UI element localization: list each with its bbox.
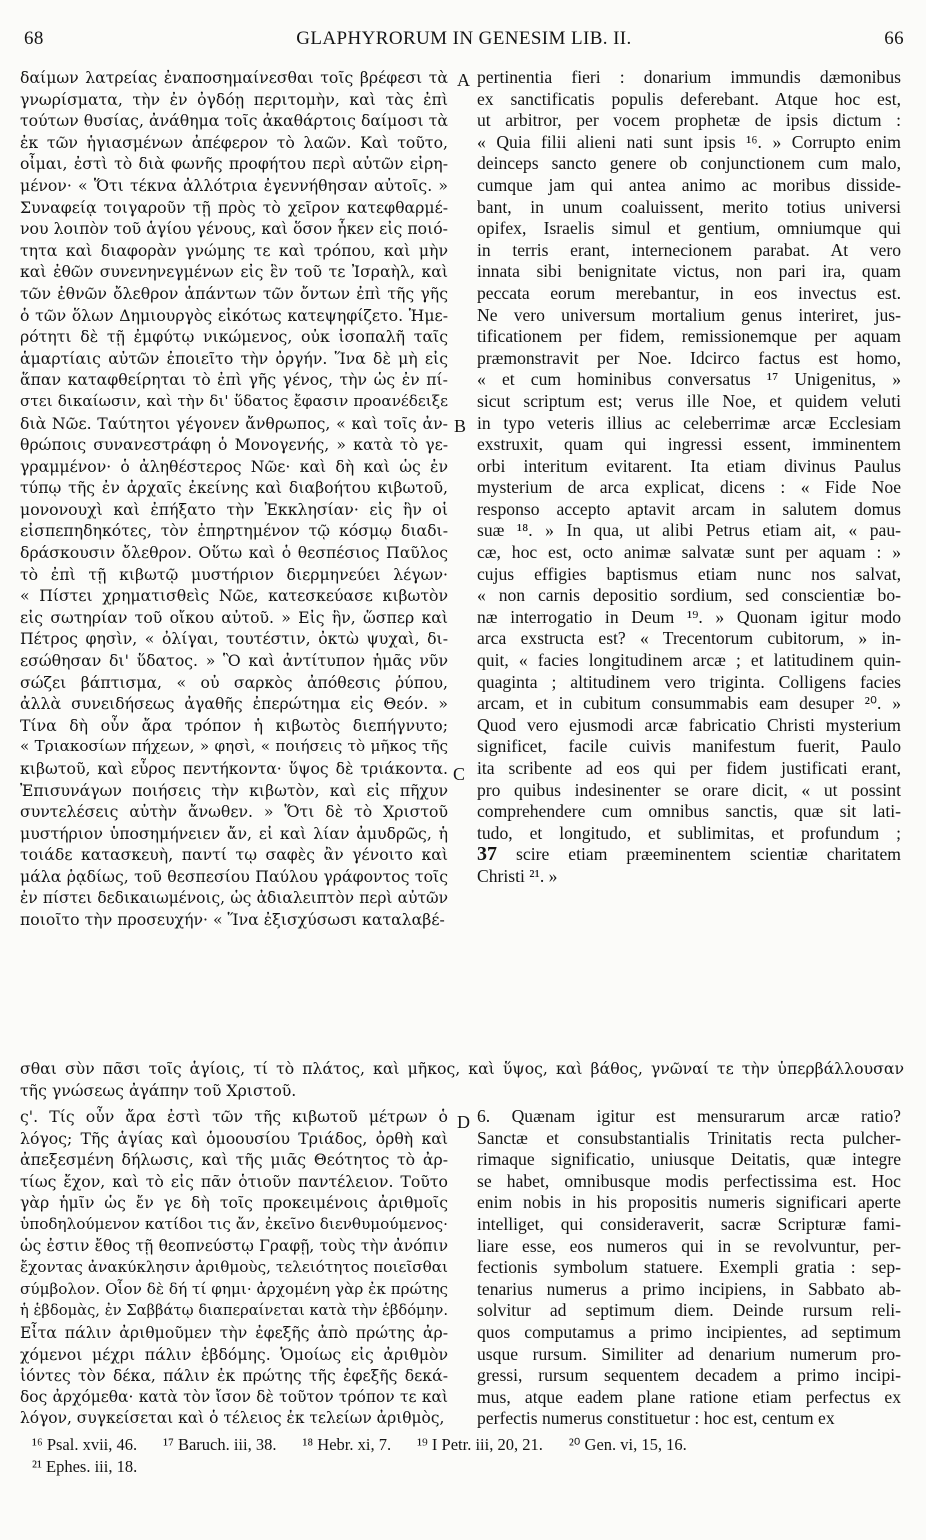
latin-text-line: 6. Quænam igitur est mensurarum arcæ ratio? xyxy=(477,1106,901,1126)
latin-text-line: næ interrogatio in Deum ¹⁹. » Quonam igitur modo xyxy=(477,606,901,627)
latin-text-line: tificationem per fidem, remissionemque per aquam xyxy=(477,326,901,347)
latin-text-line: perfectis numerus constituetur : hoc est, centum ex xyxy=(477,1408,835,1429)
greek-text-line: δράσκουσιν ὄλεθρον. Οὕτω καὶ ὁ θεσπέσιος Παῦλος xyxy=(20,543,448,563)
latin-text-line: arca exstructa est? « Trecentorum cubitorum, » in- xyxy=(477,628,901,649)
greek-text-line: στει δικαίωσιν, καὶ τὴν δι' ὕδατος ἔφασιν προανέδειξε xyxy=(20,391,448,410)
greek-column-top xyxy=(20,67,448,931)
latin-text-line: tenarius numerus a primo incipiens, in Sabbato ab- xyxy=(477,1278,901,1299)
latin-text-line: gressi, rursum sequentem decadem a primo incipi- xyxy=(477,1365,901,1386)
greek-text-line: τύπῳ τῆς ἐν ἀρχαῖς ἐκείνης καὶ διαβοήτου κιβωτοῦ, xyxy=(20,478,448,498)
greek-text-line: λόγον, συγκείσεται καὶ ὁ τέλειος ἐκ τελείων ἀριθμὸς, xyxy=(20,1409,445,1428)
greek-text-line: ρότητι δὲ τῇ ἐμφύτῳ νικώμενος, οὐκ ἰσοπαλῆ ταῖς xyxy=(20,327,448,347)
greek-text-line: διὰ Νῶε. Ταύτητοι γέγονεν ἄνθρωπος, « καὶ τοῖς ἀν- xyxy=(20,413,448,433)
latin-text-line: innata sibi benignitate victus, non pari ira, quam xyxy=(477,261,901,282)
footnote-reference: ¹⁹ I Petr. iii, 20, 21. xyxy=(417,1435,543,1454)
latin-text-line: orbi interitum evitarent. Ita etiam divinus Paulus xyxy=(477,455,901,476)
latin-text-line: pro quibus indesinenter se orare dicit, « ut possint xyxy=(477,779,901,800)
latin-text-line: « et cum hominibus conversatus ¹⁷ Unigenitus, » xyxy=(477,369,901,390)
greek-text-line: δαίμων λατρείας ἐναποσημαίνεσθαι τοῖς βρέφεσι τὰ xyxy=(20,68,448,87)
greek-text-line: ἐν πίστει δεδικαιωμένοις, ὡς ἀδιαλειπτὸν περὶ αὐτῶν xyxy=(20,888,448,907)
running-head-title: GLAPHYRORUM IN GENESIM LIB. II. xyxy=(296,28,632,49)
latin-text-line: tudo, et longitudo, et sublimitas, et profundum ; xyxy=(477,822,901,843)
latin-text-line: deinceps sancto genere ob conjunctionem cum malo, xyxy=(477,153,901,174)
latin-text-line: liare esse, eos numeros qui in se revolvuntur, per- xyxy=(477,1235,901,1256)
footnote-reference: ¹⁷ Baruch. iii, 38. xyxy=(163,1435,277,1454)
greek-text-line: Ἐπισυνάγων ποιήσεις τὴν κιβωτὸν, καὶ εἰς πῆχυν xyxy=(20,780,448,800)
page-number-right: 66 xyxy=(884,28,904,49)
greek-text-line: ἔχοντας ἀνακύκλησιν ἀριθμοὺς, τελειότητος ποιεῖσθαι xyxy=(20,1258,448,1277)
greek-text-line: σθαι σὺν πᾶσι τοῖς ἁγίοις, τί τὸ πλάτος, καὶ μῆκος, καὶ ὕψος, καὶ βάθος, γνῶναί τε τὴν ὑπερβάλλουσαν xyxy=(20,1059,904,1078)
greek-text-line: ποιοῖτο τὴν προσευχήν· « Ἵνα ἐξισχύσωσι καταλαβέ- xyxy=(20,910,445,930)
latin-text-line: arcam, et in cubitum consummabis eam desuper ²⁰. » xyxy=(477,693,901,714)
page-number-left: 68 xyxy=(24,28,44,49)
greek-text-line: τὸ ἐπὶ τῇ κιβωτῷ μυστήριον διερμηνεύει λέγων· xyxy=(20,564,448,584)
latin-text-line: bant, in unum coaluissent, merito totius universi xyxy=(477,196,901,217)
latin-text-line: comprehendere cum omnibus sanctis, quæ sit lati- xyxy=(477,801,901,822)
latin-text-line: in terris erant, internecionem parabat. At vero xyxy=(477,239,901,260)
latin-text-line: significet, facile cuivis manifestum fuerit, Paulo xyxy=(477,736,901,757)
greek-text-line: τῆς γνώσεως ἀγάπην τοῦ Χριστοῦ. xyxy=(20,1080,297,1100)
greek-text-line: μένον· « Ὅτι τέκνα ἀλλότρια ἐγεννήθησαν αὐτοῖς. » xyxy=(20,175,448,195)
latin-text-line: ex sanctificatis populis deferebant. Atque hoc est, xyxy=(477,88,901,109)
greek-column-bottom xyxy=(20,1106,448,1430)
greek-text-line: ἐκ τῶν ἡγιασμένων ἀπέφερον τὸ λαῶν. Καὶ τοῦτο, xyxy=(20,132,448,152)
greek-text-line: νου λοιπὸν τοῦ ἁγίου γένους, καὶ ὅσον ἧκεν εἰς ποιό- xyxy=(20,219,448,239)
greek-text-line: εἰσπεπηδηκότες, τὸν ἐπηρτημένον τῷ κόσμῳ διαδι- xyxy=(20,521,448,541)
latin-text-line: enim nobis in his propositis numeris significari aperte xyxy=(477,1192,901,1213)
footnote-line-1 xyxy=(32,1434,896,1456)
footnote-reference: ¹⁸ Hebr. xi, 7. xyxy=(302,1435,392,1454)
latin-text-line: mysterium de arca explicat, dicens : « Fide Noe xyxy=(477,477,901,498)
latin-text-line: sicut scriptum est; verus ille Noe, et quidem veluti xyxy=(477,390,901,411)
margin-marker-b: B xyxy=(454,416,467,436)
greek-text-line: σώζει βάπτισμα, « οὐ σαρκὸς ἀπόθεσις ῥύπου, xyxy=(20,672,448,692)
latin-text-line: fectionis symbolum statuere. Exempli gratia : sep- xyxy=(477,1257,901,1278)
greek-text-line: ἰόντες τὸν δέκα, πάλιν ἐκ πρώτης τῆς ἐφεξῆς δεκά- xyxy=(20,1366,448,1386)
latin-text-line: intelliget, qui consideraverit, sacræ Scripturæ fami- xyxy=(477,1213,901,1234)
latin-text-line: peccata eorum merebantur, in eos invectus est. xyxy=(477,282,901,303)
latin-text-line: « Quia filii alieni nati sunt ipsis ¹⁶. » Corrupto enim xyxy=(477,131,901,152)
margin-marker-c: C xyxy=(453,764,466,784)
latin-text-line: in typo veteris illius ac celeberrimæ arcæ Ecclesiam xyxy=(477,412,901,433)
latin-text-line: se habet, omnibusque modis perfectissima est. Hoc xyxy=(477,1170,901,1191)
inline-page-number: 37 xyxy=(477,843,497,866)
greek-text-line: δος ἀρχόμεθα· κατὰ τὸν ἴσον δὲ τοῦτον τρόπον τε καὶ xyxy=(20,1387,448,1406)
latin-text-line: ita scribente ad eos qui per fidem justificati erant, xyxy=(477,758,901,778)
greek-text-line: μυστήριον ὑποσημήνειεν ἄν, εἰ καὶ λίαν ἀμυδρῶς, ἡ xyxy=(20,823,448,843)
latin-text-line: Quod vero ejusmodi arcæ fabricatio Christi mysterium xyxy=(477,714,901,735)
latin-text-fragment: scire etiam præeminentem scientiæ charitatem xyxy=(497,844,901,865)
greek-text-line: ὡς ἐστιν ἔθος τῇ θεοπνεύστῳ Γραφῇ, τοὺς τὴν ἀνόπιν xyxy=(20,1236,448,1255)
greek-text-line: μάλα ῥᾳδίως, τοῦ θεσπεσίου Παύλου γράφοντος τοῖς xyxy=(20,866,448,886)
latin-text-line: exstruxit, quam qui ingressi essent, imminentem xyxy=(477,434,901,455)
latin-text-line: suæ ¹⁸. » In qua, ut alibi Petrus etiam ait, « pau- xyxy=(477,520,901,541)
latin-text-line: quos computamus a primo incipientes, ad septimum xyxy=(477,1321,901,1342)
greek-text-line: « Τριακοσίων πήχεων, » φησὶ, « ποιήσεις τὸ μῆκος τῆς xyxy=(20,737,448,756)
greek-text-line: Πέτρος φησὶν, « ὀλίγαι, τουτέστιν, ὀκτὼ ψυχαὶ, δι- xyxy=(20,629,448,649)
greek-text-line: τητα καὶ διαφορὰν γνώμης τε καὶ τρόπου, καὶ μὴν xyxy=(20,240,448,260)
latin-column-top xyxy=(477,67,901,888)
greek-text-line: « Πίστει χρηματισθεὶς Νῶε, κατεσκεύασε κιβωτὸν xyxy=(20,586,448,606)
latin-text-line: quaginta ; altitudinem vero triginta. Colligens facies xyxy=(477,671,901,692)
greek-text-line: ς'. Τίς οὖν ἄρα ἐστὶ τῶν τῆς κιβωτοῦ μέτρων ὁ xyxy=(20,1107,448,1126)
greek-text-line: ἡ ἑβδομὰς, ἐν Σαββάτῳ διαπεραίνεται κατὰ τὴν ἑβδόμην. xyxy=(20,1302,448,1320)
footnote-reference: ²⁰ Gen. vi, 15, 16. xyxy=(568,1435,687,1454)
footnotes xyxy=(32,1434,896,1478)
footnote-reference: ¹⁶ Psal. xvii, 46. xyxy=(32,1435,138,1454)
margin-marker-d: D xyxy=(457,1112,470,1132)
greek-text-line: λόγος; Τῆς ἁγίας καὶ ὁμοουσίου Τριάδος, ὀρθὴ καὶ xyxy=(20,1128,448,1148)
footnote-line-2 xyxy=(32,1456,896,1478)
greek-text-line: Εἶτα πάλιν ἀριθμοῦμεν τὴν ἐφεξῆς ἀπὸ πρώτης ἀρ- xyxy=(20,1322,448,1342)
greek-text-line: τίως ἔχον, καὶ τὸ εἰς πᾶν ὁτιοῦν παντέλειον. Τοῦτο xyxy=(20,1171,448,1191)
latin-text-line: cæ, hoc est, octo animæ salvatæ sunt per aquam : » xyxy=(477,542,901,563)
greek-text-line: Συναφείᾳ τοιγαροῦν τῇ πρὸς τὸ χεῖρον κατεφθαρμέ- xyxy=(20,197,448,217)
greek-text-line: μονονουχὶ καὶ ἐπήξατο τὴν Ἐκκλησίαν· εἰς ἣν οἱ xyxy=(20,499,448,519)
margin-marker-a: A xyxy=(457,70,470,90)
greek-text-line: τῶν ἐθνῶν ὄλεθρον ἁπάντων τῶν ὄντων ἐπὶ τῆς γῆς xyxy=(20,283,448,303)
latin-text-line: Sanctæ et consubstantialis Trinitatis recta pulcher- xyxy=(477,1127,901,1148)
greek-full-width xyxy=(20,1058,904,1101)
greek-text-line: ἀλλὰ συνειδήσεως ἀγαθῆς ἐπερώτημα εἰς Θεόν. » xyxy=(20,694,448,714)
latin-text-line: Christi ²¹. » xyxy=(477,865,558,886)
greek-text-line: εἰς σωτηρίαν τοῦ οἴκου αὐτοῦ. » Εἰς ἣν, ὥσπερ καὶ xyxy=(20,607,448,627)
latin-text-line: responso accepto aptavit arcam in salutem domus xyxy=(477,498,901,519)
latin-text-line: Ne vero universum mortalium genus interiret, jus- xyxy=(477,304,901,325)
greek-text-line: Τίνα δὴ οὖν ἄρα τρόπον ἡ κιβωτὸς διεπήγνυτο; xyxy=(20,715,448,735)
greek-text-line: χόμενοι μέχρι πάλιν ἑβδόμης. Ὁμοίως εἰς ἀριθμὸν xyxy=(20,1344,448,1364)
greek-text-line: εσώθησαν δι' ὕδατος. » Ὃ καὶ ἀντίτυπον ἡμᾶς νῦν xyxy=(20,651,448,671)
greek-text-line: ὑποδηλούμενον κατίδοι τις ἄν, ἐκεῖνο διενθυμούμενος· xyxy=(20,1214,448,1233)
latin-text-line xyxy=(477,844,901,866)
greek-text-line: θρώποις συνανεστράφη ὁ Μονογενής, » κατὰ τὸ γε- xyxy=(20,435,448,455)
greek-text-line: γραμμένον· ὁ ἀληθέστερος Νῶε· καὶ δὴ καὶ ὡς ἐν xyxy=(20,456,448,476)
greek-text-line: σύμβολον. Οἷον δὲ δή τί φημι· ἀρχομένη γὰρ ἐκ πρώτης xyxy=(20,1279,448,1298)
latin-text-line: rimaque significatio, uniusque Deitatis, quæ integre xyxy=(477,1149,901,1170)
greek-text-line: ὁ τῶν ὅλων Δημιουργὸς εἰκότως κατεψηφίζετο. Ἡμε- xyxy=(20,305,448,325)
greek-text-line: κιβωτοῦ, καὶ εὖρος πεντήκοντα· ὕψος δὲ τριάκοντα. xyxy=(20,759,448,778)
latin-text-line: ut arbitror, per vocem prophetæ de ipsis dictum : xyxy=(477,110,901,131)
latin-text-line: solvitur ad septimum diem. Deinde rursum reli- xyxy=(477,1300,901,1321)
greek-text-line: ἁμαρτίαις αὐτῶν ἐποιεῖτο τὴν ὀργήν. Ἵνα δὲ μὴ εἰς xyxy=(20,348,448,368)
latin-text-line: mus, atque eadem plane ratione etiam perfectus ex xyxy=(477,1386,901,1407)
greek-text-line: γνωρίσματα, τὴν ἐν ὀγδόῃ περιτομὴν, καὶ τὰς ἐπὶ xyxy=(20,89,448,109)
latin-text-line: præmonstravit per Noe. Idcirco factus est homo, xyxy=(477,347,901,368)
greek-text-line: ἀπεξεσμένη δήλωσις, καὶ τῆς μιᾶς Θεότητος τὸ ἀρ- xyxy=(20,1150,448,1170)
latin-text-line: opifex, Israelis simul et gentium, omniumque qui xyxy=(477,218,901,239)
latin-text-line: quit, « facies longitudinem arcæ ; et latitudinem quin- xyxy=(477,650,901,671)
greek-text-line: γὰρ ἡμῖν ὡς ἔν γε δὴ τοῖς προκειμένοις ἀριθμοῖς xyxy=(20,1193,448,1213)
latin-text-line: cumque jam qui antea animo ac moribus disside- xyxy=(477,174,901,195)
latin-text-line: usque rursum. Similiter ad denarium numerum pro- xyxy=(477,1343,901,1364)
greek-text-line: τούτων θυσίας, ἀνάθημα τοῖς ἀκαθάρτοις δαίμοσι τὰ xyxy=(20,111,448,131)
running-header xyxy=(24,28,904,56)
greek-text-line: καὶ ἐθῶν συνενηνεγμένων εἰς ἓν τοῦ τε Ἰσραὴλ, καὶ xyxy=(20,262,448,282)
latin-text-line: pertinentia fieri : donarium immundis dæmonibus xyxy=(477,67,901,87)
greek-text-line: οἶμαι, ἐστὶ τὸ διὰ φωνῆς προφήτου περὶ αὐτῶν εἰρη- xyxy=(20,154,448,174)
greek-text-line: ἅπαν καταφθείρηται τὸ ἐπὶ γῆς γένος, τὴν ὡς ἐν πί- xyxy=(20,370,448,390)
greek-text-line: τοιάδε κατασκευὴ, παντί τῳ σαφὲς ἂν γένοιτο καὶ xyxy=(20,845,448,865)
footnote-reference: ²¹ Ephes. iii, 18. xyxy=(32,1457,138,1476)
latin-column-bottom xyxy=(477,1106,901,1430)
latin-text-line: cujus effigies baptismus etiam nunc nos salvat, xyxy=(477,563,901,584)
latin-text-line: « non carnis depositio sordium, sed conscientiæ bo- xyxy=(477,585,901,606)
greek-text-line: συντελέσεις αὐτὴν ἄνωθεν. » Ὅτι δὲ τὸ Χριστοῦ xyxy=(20,802,448,822)
